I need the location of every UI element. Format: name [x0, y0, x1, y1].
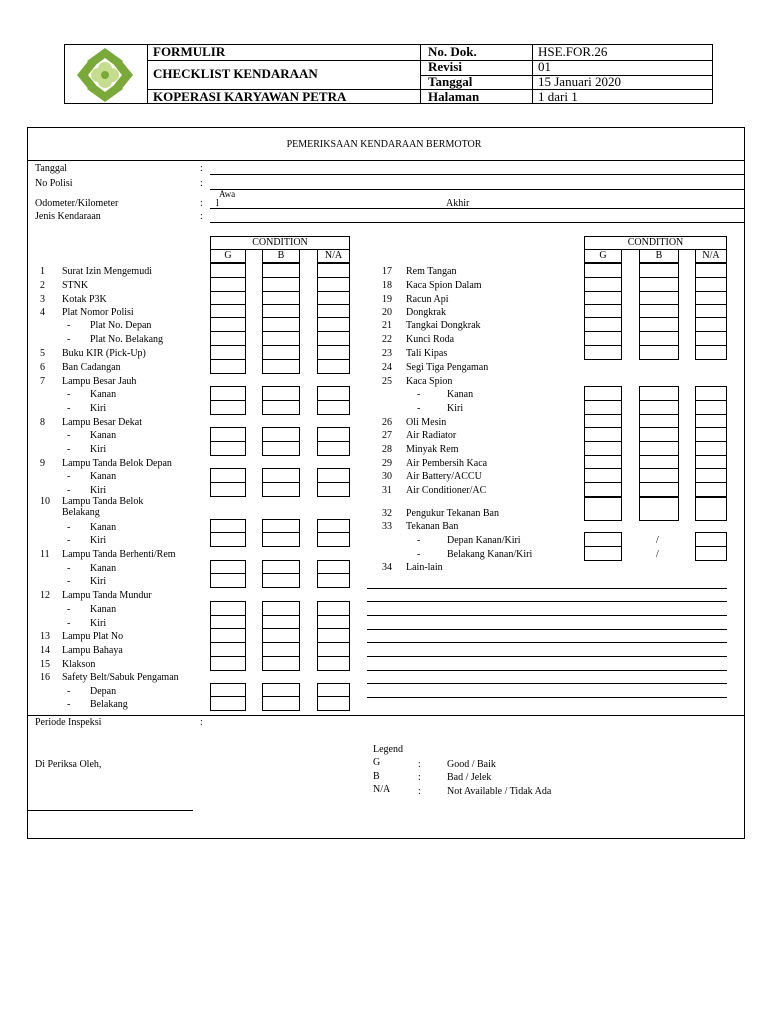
checkbox-na[interactable] — [695, 468, 727, 483]
item-sublabel: Kiri — [90, 576, 107, 587]
item-sublabel: Kiri — [90, 485, 107, 496]
checkbox-g[interactable] — [210, 427, 246, 442]
item-dash: - — [67, 522, 71, 533]
checkbox-b[interactable] — [262, 317, 300, 332]
item-label: STNK — [62, 280, 89, 291]
item-label: Klakson — [62, 659, 96, 670]
tire-pressure-kanan-field[interactable] — [584, 546, 622, 561]
condition-header-right: CONDITION — [584, 236, 727, 250]
checkbox-g[interactable] — [210, 441, 246, 456]
checkbox-na[interactable] — [317, 696, 350, 711]
item-sublabel: Kanan — [90, 389, 117, 400]
item-dash: - — [417, 549, 421, 560]
checkbox-g[interactable] — [210, 573, 246, 588]
item-sublabel: Plat No. Depan — [90, 320, 152, 331]
item-number: 25 — [382, 376, 392, 387]
colon: : — [200, 211, 203, 222]
lain-lain-line[interactable] — [367, 670, 727, 671]
legend-desc-g: Good / Baik — [447, 759, 496, 770]
checkbox-b[interactable] — [639, 277, 679, 292]
checkbox-g[interactable] — [584, 277, 622, 292]
item-label: Racun Api — [406, 294, 449, 305]
checkbox-na[interactable] — [317, 331, 350, 346]
document-title: CHECKLIST KENDARAAN — [153, 66, 318, 81]
item-number: 7 — [40, 376, 45, 387]
lain-lain-line[interactable] — [367, 601, 727, 602]
item-label: Kotak P3K — [62, 294, 107, 305]
item-label-cont: Belakang — [62, 507, 100, 518]
signature-line[interactable] — [28, 810, 193, 811]
checkbox-na[interactable] — [317, 441, 350, 456]
awal-label-bottom: l — [216, 198, 219, 209]
legend-title: Legend — [373, 744, 403, 755]
item-label: Surat Izin Mengemudi — [62, 266, 152, 277]
colon: : — [200, 163, 203, 174]
item-label: Lampu Besar Dekat — [62, 417, 142, 428]
tire-pressure-kiri-field[interactable] — [695, 532, 727, 547]
lain-lain-line[interactable] — [367, 615, 727, 616]
item-number: 13 — [40, 631, 50, 642]
item-sublabel: Kanan — [447, 389, 474, 400]
checkbox-b[interactable] — [262, 601, 300, 616]
revision-value: 01 — [538, 59, 551, 74]
checkbox-b[interactable] — [262, 331, 300, 346]
checkbox-g[interactable] — [584, 386, 622, 401]
item-label: Air Conditioner/AC — [406, 485, 487, 496]
item-number: 34 — [382, 562, 392, 573]
checkbox-g[interactable] — [210, 331, 246, 346]
checkbox-na[interactable] — [695, 345, 727, 360]
item-number: 20 — [382, 307, 392, 318]
checkbox-b[interactable] — [639, 468, 679, 483]
checkbox-na[interactable] — [317, 532, 350, 547]
item-dash: - — [67, 403, 71, 414]
item-dash: - — [67, 535, 71, 546]
tire-pressure-kiri-field[interactable] — [695, 546, 727, 561]
page-label: Halaman — [428, 89, 480, 104]
item-label: Tangkai Dongkrak — [406, 320, 481, 331]
checkbox-b[interactable] — [639, 345, 679, 360]
checkbox-na[interactable] — [317, 359, 350, 374]
item-label: Buku KIR (Pick-Up) — [62, 348, 146, 359]
item-label: Oli Mesin — [406, 417, 447, 428]
checkbox-na[interactable] — [317, 656, 350, 671]
colon: : — [418, 772, 421, 783]
item-dash: - — [67, 563, 71, 574]
item-number: 28 — [382, 444, 392, 455]
checkbox-b[interactable] — [262, 696, 300, 711]
item-number: 22 — [382, 334, 392, 345]
colon: : — [418, 786, 421, 797]
legend-code-g: G — [373, 757, 381, 768]
checkbox-b[interactable] — [639, 400, 679, 415]
checkbox-b[interactable] — [262, 656, 300, 671]
checkbox-b[interactable] — [262, 345, 300, 360]
checkbox-b[interactable] — [262, 642, 300, 657]
item-dash: - — [417, 389, 421, 400]
lain-lain-line[interactable] — [367, 642, 727, 643]
lain-lain-line[interactable] — [367, 697, 727, 698]
item-number: 11 — [40, 549, 50, 560]
item-label: Kunci Roda — [406, 334, 455, 345]
periode-inspeksi-label: Periode Inspeksi — [35, 717, 102, 728]
checkbox-na[interactable] — [695, 317, 727, 332]
item-dash: - — [67, 389, 71, 400]
checkbox-g[interactable] — [210, 482, 246, 497]
item-dash: - — [67, 618, 71, 629]
item-number: 10 — [40, 496, 50, 507]
checkbox-b[interactable] — [262, 482, 300, 497]
checkbox-b[interactable] — [262, 468, 300, 483]
checkbox-na[interactable] — [695, 277, 727, 292]
checkbox-na[interactable] — [317, 345, 350, 360]
item-dash: - — [67, 430, 71, 441]
item-number: 9 — [40, 458, 45, 469]
odometer-label: Odometer/Kilometer — [35, 198, 119, 209]
item-label: Lampu Besar Jauh — [62, 376, 137, 387]
item-sublabel: Belakang Kanan/Kiri — [447, 549, 533, 560]
item-label: Pengukur Tekanan Ban — [406, 508, 499, 519]
item-label: Ban Cadangan — [62, 362, 121, 373]
checkbox-g[interactable] — [210, 277, 246, 292]
checkbox-g[interactable] — [584, 441, 622, 456]
checkbox-na[interactable] — [317, 642, 350, 657]
checkbox-na[interactable] — [317, 386, 350, 401]
item-number: 6 — [40, 362, 45, 373]
checkbox-b[interactable] — [639, 441, 679, 456]
item-number: 19 — [382, 294, 392, 305]
item-label: Air Pembersih Kaca — [406, 458, 488, 469]
item-label: Kaca Spion Dalam — [406, 280, 482, 291]
checkbox-g[interactable] — [584, 400, 622, 415]
checkbox-b[interactable] — [262, 532, 300, 547]
checkbox-b[interactable] — [639, 331, 679, 346]
date-label: Tanggal — [428, 74, 473, 89]
slash-separator: / — [656, 535, 659, 546]
item-sublabel: Depan — [90, 686, 117, 697]
checkbox-na[interactable] — [317, 468, 350, 483]
item-number: 30 — [382, 471, 392, 482]
checkbox-g[interactable] — [210, 532, 246, 547]
checkbox-na[interactable] — [317, 628, 350, 643]
item-label: Tekanan Ban — [406, 521, 459, 532]
item-dash: - — [67, 699, 71, 710]
item-sublabel: Kanan — [90, 471, 117, 482]
inspection-form — [27, 127, 745, 839]
item-number: 27 — [382, 430, 392, 441]
item-sublabel: Kanan — [90, 604, 117, 615]
item-dash: - — [67, 471, 71, 482]
item-label: Kaca Spion — [406, 376, 453, 387]
item-sublabel: Kiri — [90, 403, 107, 414]
item-dash: - — [67, 485, 71, 496]
item-label: Lampu Plat No — [62, 631, 124, 642]
checkbox-b[interactable] — [639, 263, 679, 278]
checkbox-na[interactable] — [695, 482, 727, 497]
item-number: 16 — [40, 672, 50, 683]
col-na-left: N/A — [317, 250, 350, 263]
legend-desc-b: Bad / Jelek — [447, 772, 492, 783]
item-label: Lampu Bahaya — [62, 645, 123, 656]
item-sublabel: Depan Kanan/Kiri — [447, 535, 521, 546]
legend-code-na: N/A — [373, 784, 391, 795]
col-g-left: G — [210, 250, 246, 263]
checkbox-g[interactable] — [210, 656, 246, 671]
colon: : — [200, 717, 203, 728]
checkbox-g[interactable] — [210, 263, 246, 278]
item-number: 18 — [382, 280, 392, 291]
item-dash: - — [67, 576, 71, 587]
item-number: 26 — [382, 417, 392, 428]
section-title: PEMERIKSAAN KENDARAAN BERMOTOR — [286, 139, 482, 150]
col-na-right: N/A — [695, 250, 727, 263]
checkbox-g[interactable] — [210, 400, 246, 415]
item-label: Lampu Tanda Mundur — [62, 590, 152, 601]
item-label: Minyak Rem — [406, 444, 459, 455]
item-number: 15 — [40, 659, 50, 670]
item-label: Air Battery/ACCU — [406, 471, 482, 482]
checkbox-na[interactable] — [695, 441, 727, 456]
doc-no-value: HSE.FOR.26 — [538, 44, 608, 59]
item-dash: - — [67, 334, 71, 345]
checkbox-na[interactable] — [317, 400, 350, 415]
item-sublabel: Belakang — [90, 699, 128, 710]
lain-lain-line[interactable] — [367, 656, 727, 657]
doc-no-label: No. Dok. — [428, 44, 477, 59]
legend-desc-na: Not Available / Tidak Ada — [447, 786, 552, 797]
slash-separator: / — [656, 549, 659, 560]
item-label: Lampu Tanda Berhenti/Rem — [62, 549, 176, 560]
awal-label-top: Awa — [219, 189, 236, 199]
item-label: Lampu Tanda Belok — [62, 496, 144, 507]
checkbox-b[interactable] — [639, 386, 679, 401]
company-logo — [73, 47, 137, 103]
item-label: Rem Tangan — [406, 266, 457, 277]
item-dash: - — [67, 320, 71, 331]
item-sublabel: Kanan — [90, 563, 117, 574]
checkbox-b[interactable] — [262, 427, 300, 442]
checkbox-g[interactable] — [584, 497, 622, 521]
checkbox-na[interactable] — [695, 263, 727, 278]
akhir-label: Akhir — [446, 198, 470, 209]
checkbox-b[interactable] — [262, 441, 300, 456]
item-sublabel: Kanan — [90, 522, 117, 533]
colon: : — [200, 178, 203, 189]
checkbox-b[interactable] — [262, 628, 300, 643]
jenis-kendaraan-field[interactable] — [210, 222, 744, 223]
page-value: 1 dari 1 — [538, 89, 578, 104]
item-label: Segi Tiga Pengaman — [406, 362, 489, 373]
checkbox-b[interactable] — [639, 482, 679, 497]
item-sublabel: Plat No. Belakang — [90, 334, 164, 345]
item-number: 5 — [40, 348, 45, 359]
checkbox-g[interactable] — [584, 468, 622, 483]
lain-lain-line[interactable] — [367, 683, 727, 684]
item-number: 2 — [40, 280, 45, 291]
checkbox-b[interactable] — [262, 263, 300, 278]
checkbox-na[interactable] — [317, 573, 350, 588]
item-sublabel: Kanan — [90, 430, 117, 441]
no-polisi-label: No Polisi — [35, 178, 73, 189]
checkbox-g[interactable] — [584, 482, 622, 497]
item-number: 33 — [382, 521, 392, 532]
item-number: 12 — [40, 590, 50, 601]
checkbox-g[interactable] — [584, 345, 622, 360]
checkbox-g[interactable] — [210, 386, 246, 401]
item-dash: - — [67, 604, 71, 615]
item-number: 14 — [40, 645, 50, 656]
checkbox-b[interactable] — [262, 277, 300, 292]
colon: : — [200, 198, 203, 209]
item-dash: - — [417, 403, 421, 414]
item-label: Safety Belt/Sabuk Pengaman — [62, 672, 179, 683]
legend-code-b: B — [373, 771, 380, 782]
checkbox-b[interactable] — [639, 317, 679, 332]
item-label: Tali Kipas — [406, 348, 448, 359]
checkbox-na[interactable] — [317, 482, 350, 497]
item-number: 24 — [382, 362, 392, 373]
checkbox-na[interactable] — [695, 400, 727, 415]
checkbox-g[interactable] — [210, 317, 246, 332]
checkbox-na[interactable] — [695, 427, 727, 442]
checkbox-b[interactable] — [639, 427, 679, 442]
item-number: 1 — [40, 266, 45, 277]
checkbox-na[interactable] — [317, 427, 350, 442]
checkbox-b[interactable] — [639, 497, 679, 521]
item-number: 4 — [40, 307, 45, 318]
item-sublabel: Kiri — [90, 618, 107, 629]
no-polisi-field[interactable] — [210, 189, 744, 190]
item-sublabel: Kiri — [90, 535, 107, 546]
checkbox-na[interactable] — [695, 386, 727, 401]
item-number: 21 — [382, 320, 392, 331]
date-value: 15 Januari 2020 — [538, 74, 622, 89]
checkbox-na[interactable] — [317, 601, 350, 616]
item-dash: - — [67, 686, 71, 697]
revision-label: Revisi — [428, 59, 462, 74]
item-number: 32 — [382, 508, 392, 519]
item-number: 8 — [40, 417, 45, 428]
checkbox-b[interactable] — [262, 573, 300, 588]
col-b-left: B — [262, 250, 300, 263]
checkbox-b[interactable] — [262, 359, 300, 374]
item-dash: - — [67, 444, 71, 455]
checkbox-g[interactable] — [584, 427, 622, 442]
checkbox-g[interactable] — [210, 359, 246, 374]
tire-pressure-kanan-field[interactable] — [584, 532, 622, 547]
checkbox-b[interactable] — [262, 386, 300, 401]
document-header — [64, 44, 713, 104]
item-dash: - — [417, 535, 421, 546]
checkbox-na[interactable] — [695, 331, 727, 346]
tanggal-field[interactable] — [210, 174, 744, 175]
organization-name: KOPERASI KARYAWAN PETRA — [153, 89, 347, 104]
jenis-kendaraan-label: Jenis Kendaraan — [35, 211, 101, 222]
col-g-right: G — [584, 250, 622, 263]
checkbox-na[interactable] — [317, 317, 350, 332]
checkbox-g[interactable] — [210, 696, 246, 711]
item-label: Lampu Tanda Belok Depan — [62, 458, 172, 469]
item-label: Plat Nomor Polisi — [62, 307, 134, 318]
checkbox-g[interactable] — [210, 642, 246, 657]
diperiksa-label: Di Periksa Oleh, — [35, 759, 102, 770]
item-sublabel: Kiri — [90, 444, 107, 455]
checkbox-g[interactable] — [584, 331, 622, 346]
item-number: 17 — [382, 266, 392, 277]
odometer-field[interactable] — [210, 208, 744, 209]
checkbox-na[interactable] — [695, 497, 727, 521]
form-label: FORMULIR — [153, 44, 226, 59]
checkbox-g[interactable] — [584, 263, 622, 278]
item-number: 29 — [382, 458, 392, 469]
lain-lain-line[interactable] — [367, 629, 727, 630]
tanggal-label: Tanggal — [35, 163, 68, 174]
checkbox-g[interactable] — [210, 345, 246, 360]
item-number: 3 — [40, 294, 45, 305]
item-sublabel: Kiri — [447, 403, 464, 414]
checkbox-g[interactable] — [210, 628, 246, 643]
item-number: 31 — [382, 485, 392, 496]
checkbox-g[interactable] — [210, 601, 246, 616]
checkbox-b[interactable] — [262, 400, 300, 415]
checkbox-g[interactable] — [584, 317, 622, 332]
checkbox-na[interactable] — [317, 263, 350, 278]
lain-lain-line[interactable] — [367, 588, 727, 589]
item-label: Dongkrak — [406, 307, 446, 318]
checkbox-g[interactable] — [210, 468, 246, 483]
checkbox-na[interactable] — [317, 277, 350, 292]
item-label: Lain-lain — [406, 562, 443, 573]
col-b-right: B — [639, 250, 679, 263]
condition-header-left: CONDITION — [210, 236, 350, 250]
colon: : — [418, 759, 421, 770]
item-number: 23 — [382, 348, 392, 359]
item-label: Air Radiator — [406, 430, 457, 441]
